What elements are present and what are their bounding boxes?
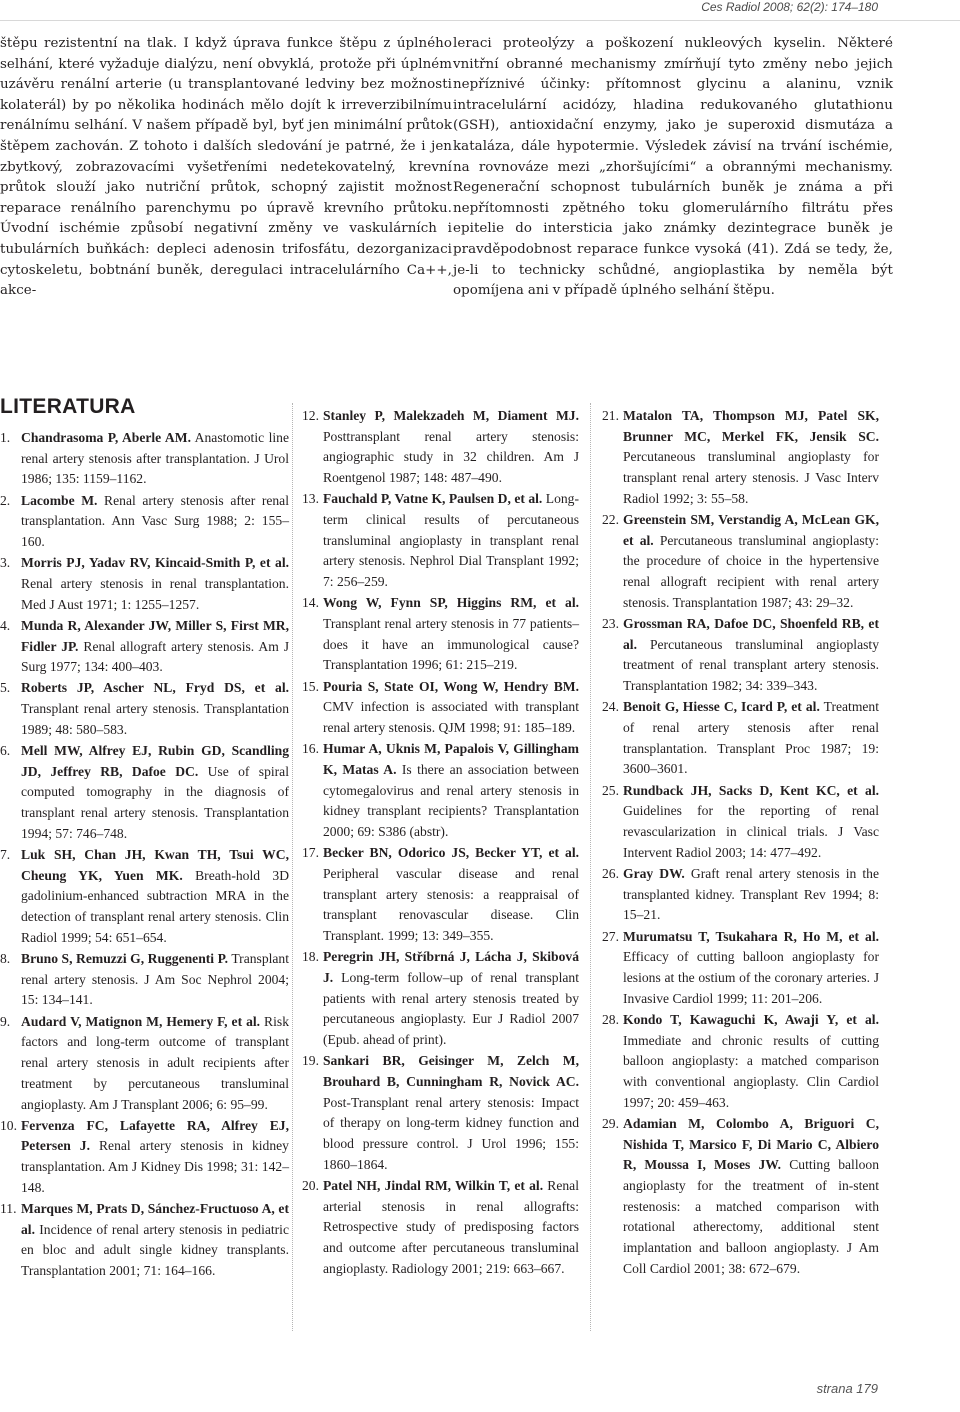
reference-citation: Posttransplant renal artery stenosis: angiographic study in 32 children. Am J Roentgenol 1987; 148: 487–490. — [323, 428, 579, 486]
reference-number: 11. — [0, 1201, 17, 1217]
reference-column-3 — [602, 406, 879, 1280]
reference-citation: Renal artery stenosis in kidney transplantation. Am J Kidney Dis 1998; 31: 142–148. — [21, 1138, 289, 1195]
reference-citation: Renal artery stenosis after renal transplantation. Ann Vasc Surg 1988; 2: 155–160. — [21, 492, 289, 550]
reference-text — [323, 1051, 579, 1175]
reference-text — [323, 947, 579, 1051]
reference-authors: Humar A, Uknis M, Papalois V, Gillingham K, Matas A. — [323, 741, 579, 777]
reference-item — [302, 677, 579, 739]
reference-text — [21, 1116, 289, 1199]
reference-number: 20. — [302, 1178, 319, 1194]
reference-number: 17. — [302, 845, 319, 861]
reference-citation: Anastomotic line renal artery stenosis after transplantation. J Urol 1986; 135: 1159–1162. — [21, 430, 289, 487]
reference-text — [323, 406, 579, 489]
reference-citation: Risk factors and long-term outcome of transplant renal artery stenosis in adult recipients after treatment by percutaneous transluminal angioplasty. Am J Transplant 2006; 6: 95–99. — [21, 1013, 289, 1112]
reference-citation: CMV infection is associated with transplant renal artery stenosis. QJM 1998; 91: 185–189. — [323, 699, 579, 736]
reference-item — [302, 1176, 579, 1280]
reference-item — [0, 949, 289, 1011]
reference-number: 16. — [302, 741, 319, 757]
reference-item — [602, 927, 879, 1010]
reference-citation: Immediate and chronic results of cutting balloon angioplasty: a matched comparison with conventional angioplasty. Clin Cardiol 1997; 20: 459–463. — [623, 1032, 879, 1110]
reference-text — [323, 1176, 579, 1280]
literature-heading: LITERATURA — [0, 395, 136, 418]
reference-number: 3. — [0, 555, 11, 571]
reference-text — [323, 677, 579, 739]
reference-text — [323, 489, 579, 593]
reference-text — [21, 741, 289, 845]
reference-text — [323, 843, 579, 947]
reference-item — [302, 489, 579, 593]
column-divider — [590, 403, 591, 1331]
reference-number: 19. — [302, 1053, 319, 1069]
reference-text — [21, 616, 289, 678]
reference-citation: Transplant renal artery stenosis in 77 patients–does it have an immunological cause? Transplantation 1996; 61: 215–219. — [323, 616, 579, 673]
column-divider — [292, 403, 293, 1331]
reference-citation: Guidelines for the reporting of renal revascularization in clinical trials. J Vasc Intervent Radiol 2003; 14: 477–492. — [623, 803, 879, 860]
reference-text — [623, 781, 879, 864]
reference-text — [21, 949, 289, 1011]
reference-item — [602, 406, 879, 510]
reference-text — [21, 678, 289, 740]
body-paragraph-left: štěpu rezistentní na tlak. I když úprava funkce štěpu z úplného selhání, které vyžaduje dialýzu, není obvyklá, protože při úplném uzávěru renální arterie (u transplantované ledviny bez možnosti kolaterál) by po několika hodinách mělo dojít k irreverzibilnímu renálnímu selhání. V našem případě byl, byť jen minimální průtok štěpem zachován. Z tohoto i dalších sledování je patrné, že i jen zbytkový, zobrazovacími vyšetřeními nedetekovatelný, krevní průtok slouží jako nutriční průtok, schopný zajistit možnost reparace renálního parenchymu po úpravě krevního průtoku. Úvodní ischémie způsobí negativní změny ve vaskulárních i tubulárních buňkách: depleci adenosin trifosfátu, dezorganizaci cytoskeletu, bobtnání buněk, deregulaci intracelulárního Ca++, akce- — [0, 36, 452, 299]
reference-number: 2. — [0, 492, 11, 508]
reference-item — [302, 593, 579, 676]
reference-item — [302, 739, 579, 843]
reference-authors: Marques M, Prats D, Sánchez-Fructuoso A, et al. — [21, 1201, 289, 1237]
reference-item — [302, 947, 579, 1051]
reference-citation: Cutting balloon angioplasty for the treatment of in-stent restenosis: a matched comparison with rotational atherectomy, additional stent implantation and balloon angioplasty. J Am Coll Cardiol 2001; 38: 672–679. — [623, 1157, 879, 1276]
reference-text — [623, 1010, 879, 1114]
reference-number: 8. — [0, 951, 11, 967]
reference-number: 23. — [602, 616, 619, 632]
reference-authors: Kondo T, Kawaguchi K, Awaji Y, et al. — [623, 1011, 879, 1027]
reference-text — [623, 510, 879, 614]
reference-item — [0, 1116, 289, 1199]
reference-authors: Murumatsu T, Tsukahara R, Ho M, et al. — [623, 928, 879, 944]
reference-authors: Lacombe M. — [21, 492, 98, 508]
reference-item — [0, 553, 289, 615]
reference-citation: Transplant renal artery stenosis. Transplantation 1989; 48: 580–583. — [21, 701, 289, 737]
reference-citation: Percutaneous transluminal angioplasty: the procedure of choice in the hypertensive renal allograft recipient with renal artery stenosis. Transplantation 1987; 43: 29–32. — [623, 532, 880, 610]
reference-authors: Stanley P, Malekzadeh M, Diament MJ. — [323, 408, 579, 423]
reference-number: 18. — [302, 949, 319, 965]
reference-number: 12. — [302, 408, 319, 423]
reference-authors: Morris PJ, Yadav RV, Kincaid-Smith P, et al. — [21, 555, 289, 571]
reference-citation: Efficacy of cutting balloon angioplasty for lesions at the ostium of the coronary arteries. J Invasive Cardiol 1999; 11: 201–206. — [623, 949, 879, 1006]
reference-text — [323, 593, 579, 676]
reference-item — [0, 428, 289, 490]
reference-citation: Treatment of renal artery stenosis after renal transplantation. Transplant Proc 1987; 19: 3600–3601. — [623, 699, 880, 777]
reference-number: 13. — [302, 491, 319, 507]
reference-number: 14. — [302, 595, 319, 611]
reference-item — [602, 614, 879, 697]
reference-authors: Benoit G, Hiesse C, Icard P, et al. — [623, 699, 820, 715]
reference-item — [0, 741, 289, 845]
reference-item — [302, 1051, 579, 1175]
reference-number: 26. — [602, 865, 619, 881]
reference-authors: Gray DW. — [623, 865, 685, 881]
reference-citation: Is there an association between cytomegalovirus and renal artery stenosis in kidney transplant recipients? Transplantation 2000; 69: S386 (abstr). — [323, 761, 579, 840]
reference-authors: Fervenza FC, Lafayette RA, Alfrey EJ, Petersen J. — [21, 1117, 289, 1154]
reference-number: 5. — [0, 680, 11, 696]
reference-citation: Use of spiral computed tomography in the diagnosis of transplant renal artery stenosis. Transplantation 1994; 57: 746–748. — [21, 763, 289, 841]
reference-item — [602, 781, 879, 864]
reference-number: 1. — [0, 430, 11, 445]
reference-authors: Bruno S, Remuzzi G, Ruggenenti P. — [21, 951, 229, 967]
reference-text — [623, 1114, 879, 1280]
reference-text — [623, 864, 879, 926]
body-paragraph-right: leraci proteolýzy a poškození nukleových kyselin. Některé vnitřní obranné mechanismy zmírňují tyto změny nebo jejich nepříznivé účinky: přítomnost glycinu a alaninu, vznik intracelulární acidózy, hladina redukovaného glutathionu (GSH), antioxidační enzymy, jako je superoxid dismutáza a kataláza, dále hypotermie. Výsledek závisí na trvání ischémie, na rovnováze mezi „zhoršujícími“ a obrannými mechanismy. Regenerační schopnost tubulárních buněk je známa a při nepřítomnosti zpětného toku glomerulárního filtrátu přes epitelie do intersticia jako známky dezintegrace buněk je pravděpodobnost reparace funkce vysoká (41). Zdá se tedy, že, je-li to technicky schůdné, angioplastika by neměla být opomíjena ani v případě úplného selhání štěpu. — [453, 36, 893, 299]
reference-authors: Grossman RA, Dafoe DC, Shoenfeld RB, et al. — [623, 616, 879, 652]
reference-number: 10. — [0, 1117, 17, 1133]
reference-citation: Transplant renal artery stenosis. J Am Soc Nephrol 2004; 15: 134–141. — [21, 951, 289, 1008]
reference-number: 24. — [602, 699, 619, 715]
reference-number: 22. — [602, 512, 619, 528]
reference-authors: Peregrin JH, Stříbrná J, Lácha J, Skibová J. — [323, 949, 579, 985]
reference-item — [0, 616, 289, 678]
reference-column-1 — [0, 428, 289, 1282]
reference-item — [0, 845, 289, 949]
reference-text — [21, 428, 289, 490]
reference-text — [623, 697, 879, 780]
reference-column-2 — [302, 406, 579, 1280]
reference-item — [0, 1012, 289, 1116]
reference-authors: Matalon TA, Thompson MJ, Patel SK, Brunner MC, Merkel FK, Jensik SC. — [623, 408, 879, 444]
header-rule — [0, 20, 960, 21]
reference-citation: Percutaneous transluminal angioplasty for transplant renal artery stenosis. J Vasc Interv Radiol 1992; 3: 55–58. — [623, 449, 879, 506]
reference-citation: Incidence of renal artery stenosis in pediatric en bloc and adult single kidney transplants. Transplantation 2001; 71: 164–166. — [21, 1221, 289, 1279]
reference-citation: Post-Transplant renal artery stenosis: Impact of therapy on long-term kidney function and blood pressure control. J Urol 1996; 155: 1860–1864. — [323, 1094, 579, 1172]
reference-text — [21, 553, 289, 615]
reference-authors: Adamian M, Colombo A, Briguori C, Nishida T, Marsico F, Di Mario C, Albiero R, Moussa I, Moses JW. — [623, 1115, 879, 1173]
reference-authors: Munda R, Alexander JW, Miller S, First MR, Fidler JP. — [21, 617, 289, 654]
reference-authors: Audard V, Matignon M, Hemery F, et al. — [21, 1013, 261, 1029]
reference-item — [0, 491, 289, 553]
reference-item — [0, 678, 289, 740]
page-number: strana 179 — [816, 1381, 878, 1396]
reference-text — [21, 491, 289, 553]
reference-authors: Pouria S, State OI, Wong W, Hendry BM. — [323, 678, 579, 694]
reference-citation: Long-term follow–up of renal transplant patients with renal artery stenosis treated by percutaneous angioplasty. Eur J Radiol 2007 (Epub. ahead of print). — [323, 969, 579, 1048]
reference-item — [602, 1010, 879, 1114]
reference-number: 4. — [0, 617, 11, 633]
reference-authors: Roberts JP, Ascher NL, Fryd DS, et al. — [21, 680, 289, 696]
reference-citation: Renal allograft artery stenosis. Am J Surg 1977; 134: 400–403. — [21, 638, 290, 675]
reference-authors: Greenstein SM, Verstandig A, McLean GK, et al. — [623, 512, 879, 548]
running-head: Ces Radiol 2008; 62(2): 174–180 — [701, 0, 878, 14]
reference-authors: Wong W, Fynn SP, Higgins RM, et al. — [323, 595, 579, 611]
reference-number: 7. — [0, 847, 11, 863]
reference-number: 27. — [602, 928, 619, 944]
reference-citation: Breath-hold 3D gadolinium-enhanced subtraction MRA in the detection of transplant renal artery stenosis. Clin Radiol 1999; 54: 651–654. — [21, 867, 290, 945]
reference-authors: Becker BN, Odorico JS, Becker YT, et al. — [323, 845, 579, 861]
reference-item — [602, 510, 879, 614]
reference-number: 6. — [0, 743, 11, 759]
reference-item — [602, 697, 879, 780]
reference-authors: Fauchald P, Vatne K, Paulsen D, et al. — [323, 491, 543, 507]
reference-citation: Peripheral vascular disease and renal transplant artery stenosis: a reappraisal of transplant renovascular disease. Clin Transplant. 1999; 13: 349–355. — [323, 865, 579, 944]
reference-citation: Percutaneous transluminal angioplasty treatment of renal transplant artery stenosis. Transplantation 1982; 34: 339–343. — [623, 636, 879, 694]
reference-item — [0, 1199, 289, 1282]
reference-text — [323, 739, 579, 843]
reference-authors: Rundback JH, Sacks D, Kent KC, et al. — [623, 782, 879, 798]
reference-item — [302, 406, 579, 489]
reference-authors: Chandrasoma P, Aberle AM. — [21, 430, 191, 445]
reference-citation: Renal arterial stenosis in renal allografts: Retrospective study of predisposing factors and outcome after percutaneous transluminal angioplasty. Radiology 2001; 219: 663–667. — [323, 1178, 579, 1276]
reference-authors: Mell MW, Alfrey EJ, Rubin GD, Scandling JD, Jeffrey RB, Dafoe DC. — [21, 743, 289, 779]
reference-number: 28. — [602, 1011, 619, 1027]
reference-authors: Sankari BR, Geisinger M, Zelch M, Brouhard B, Cunningham R, Novick AC. — [323, 1053, 579, 1089]
reference-citation: Long-term clinical results of percutaneous transluminal angioplasty in transplant renal artery stenosis. Nephrol Dial Transplant 1992; 7: 256–259. — [323, 491, 579, 590]
reference-text — [623, 927, 879, 1010]
reference-citation: Graft renal artery stenosis in the transplanted kidney. Transplant Rev 1994; 8: 15–21. — [623, 865, 879, 923]
reference-item — [302, 843, 579, 947]
reference-authors: Patel NH, Jindal RM, Wilkin T, et al. — [323, 1178, 544, 1194]
reference-text — [623, 614, 879, 697]
reference-number: 15. — [302, 678, 319, 694]
reference-number: 29. — [602, 1115, 619, 1131]
reference-citation: Renal artery stenosis in renal transplantation. Med J Aust 1971; 1: 1255–1257. — [21, 575, 289, 612]
reference-item — [602, 864, 879, 926]
body-text-right — [453, 34, 893, 302]
reference-item — [602, 1114, 879, 1280]
body-text-left — [0, 34, 452, 302]
reference-text — [21, 1199, 289, 1282]
reference-authors: Luk SH, Chan JH, Kwan TH, Tsui WC, Cheung YK, Yuen MK. — [21, 847, 289, 883]
reference-number: 9. — [0, 1013, 11, 1029]
reference-number: 21. — [602, 408, 619, 423]
reference-text — [21, 1012, 289, 1116]
reference-text — [623, 406, 879, 510]
reference-text — [21, 845, 289, 949]
reference-number: 25. — [602, 782, 619, 798]
